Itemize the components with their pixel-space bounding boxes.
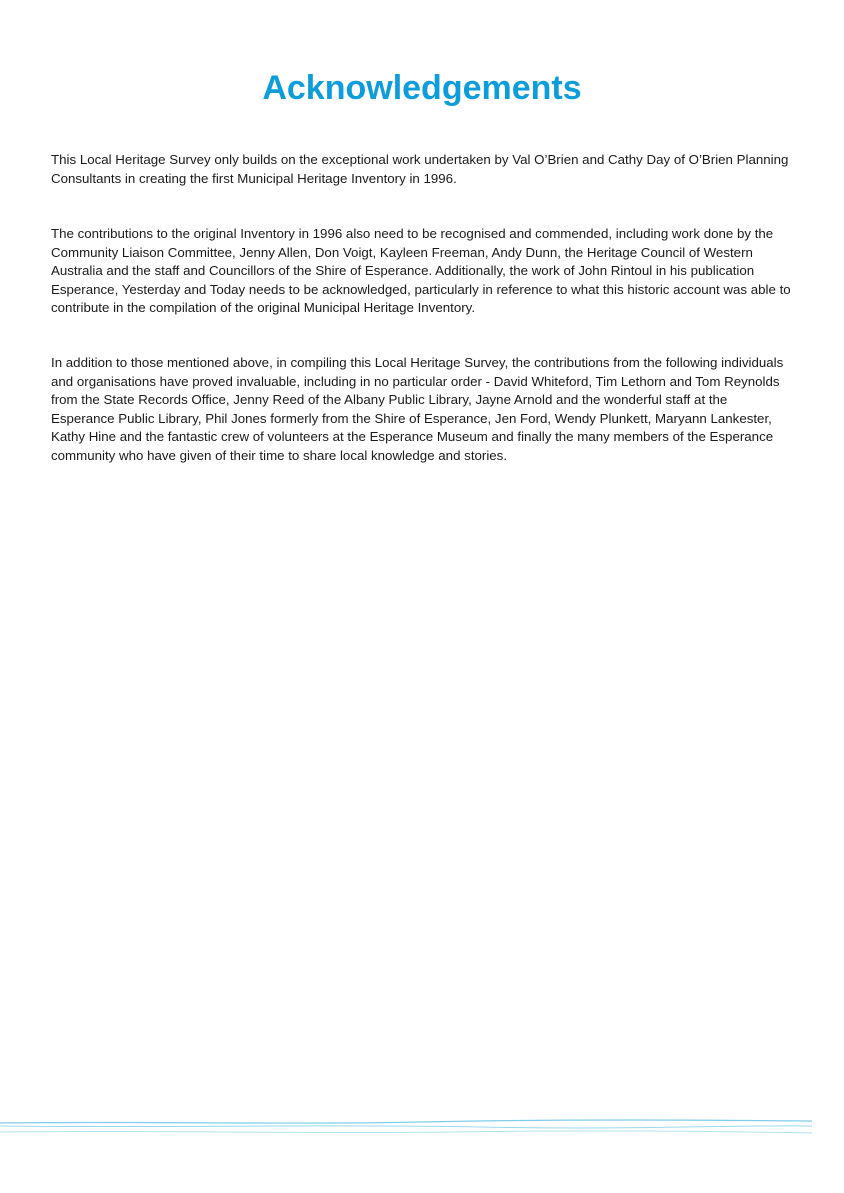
paragraph-survey-contributors: In addition to those mentioned above, in compiling this Local Heritage Survey, the contributions from the following individuals and organisations have proved invaluable, including in no particular order - David Whiteford, Tim Lethorn and Tom Reynolds from the State Records Office, Jenny Reed of the Albany Public Library, Jayne Arnold and the wonderful staff at the Esperance Public Library, Phil Jones formerly from the Shire of Esperance, Jen Ford, Wendy Plunkett, Maryann Lankester, Kathy Hine and the fantastic crew of volunteers at the Esperance Museum and finally the many members of the Esperance community who have given of their time to share local knowledge and stories. [51,355,784,463]
footer-wave-decoration [0,1108,844,1148]
footer-wave-line-bottom [0,1131,812,1133]
paragraph-original-authors: This Local Heritage Survey only builds on the exceptional work undertaken by Val O’Brien and Cathy Day of O’Brien Planning Consultants in creating the first Municipal Heritage Inventory in 1996. [51,152,789,186]
page-title: Acknowledgements [262,69,582,107]
footer-wave-line-top [0,1120,812,1123]
footer-wave-line-middle [0,1126,812,1128]
paragraph-original-contributors: The contributions to the original Inventory in 1996 also need to be recognised and commended, including work done by the Community Liaison Committee, Jenny Allen, Don Voigt, Kayleen Freeman, Andy Dunn, the Heritage Council of Western Australia and the staff and Councillors of the Shire of Esperance. Additionally, the work of John Rintoul in his publication Esperance, Yesterday and Today needs to be acknowledged, particularly in reference to what this historic account was able to contribute in the compilation of the original Municipal Heritage Inventory. [51,226,791,316]
